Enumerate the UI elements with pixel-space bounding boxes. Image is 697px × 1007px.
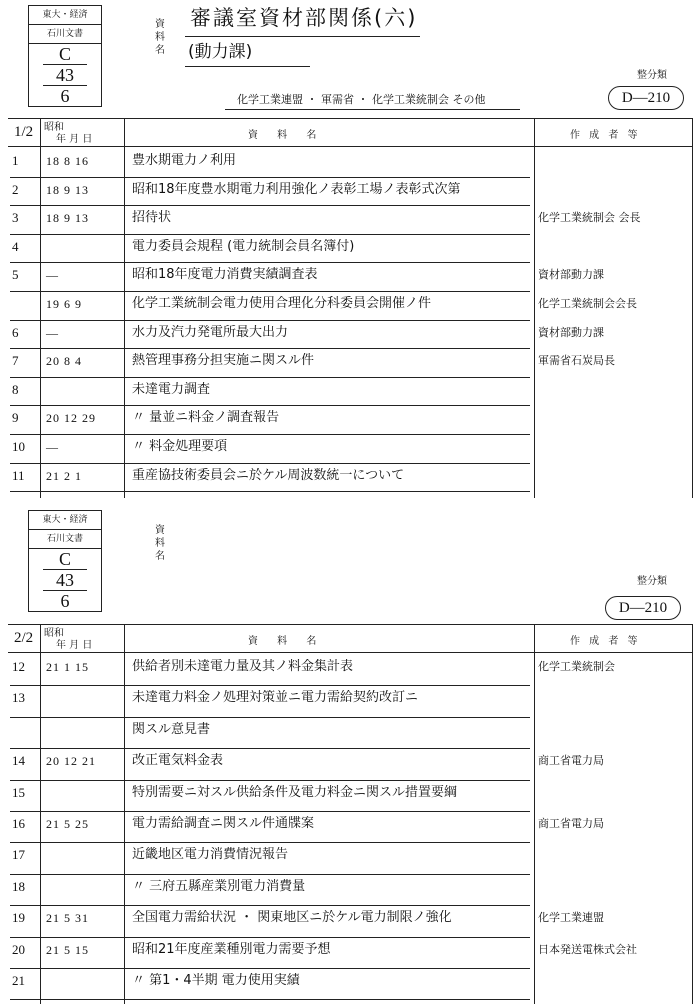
table1-right [692, 118, 693, 498]
material-label-1: 資 [155, 19, 165, 30]
row-date: 18 8 16 [46, 154, 89, 168]
row-number: 4 [12, 238, 19, 254]
row-author: 資材部動力課 [538, 268, 604, 282]
row-number: 14 [12, 753, 25, 769]
row-number: 20 [12, 941, 25, 957]
row-rule [10, 811, 530, 812]
row-rule [10, 434, 530, 435]
row-subject: 化学工業統制会電力使用合理化分科委員会開催ノ件 [132, 296, 432, 311]
collection-label: 整分類 [637, 70, 667, 81]
row-subject: 特別需要ニ対スル供給条件及電力料金ニ関スル措置要綱 [132, 784, 458, 800]
archive-stamp [28, 5, 102, 107]
table1-col-no [40, 118, 41, 498]
row-author: 軍需省石炭局長 [538, 354, 615, 368]
sources-rule [225, 109, 520, 110]
row-rule [10, 177, 530, 178]
row-author: 化学工業統制会 会長 [538, 211, 641, 225]
row-subject: 近畿地区電力消費情況報告 [132, 847, 289, 863]
row-rule [10, 377, 530, 378]
row-subject: 〃 量並ニ料金ノ調査報告 [132, 410, 280, 426]
row-rule [10, 291, 530, 292]
row-rule [10, 405, 530, 406]
sources-line: 化学工業連盟 ・ 軍需省 ・ 化学工業統制会 その他 [237, 93, 486, 106]
collection2-number: D—210 [605, 596, 681, 620]
row-rule [10, 999, 530, 1000]
collection2-label: 整分類 [637, 576, 667, 587]
row-number: 3 [12, 210, 19, 226]
row-subject: 電力需給調査ニ関スル件通牒案 [132, 816, 315, 831]
material2-label-3: 名 [155, 551, 165, 562]
row-number: 12 [12, 659, 25, 674]
row-rule [10, 717, 530, 718]
row-date: 21 5 31 [46, 911, 89, 926]
row-number: 13 [12, 690, 25, 706]
stamp-line-1: 東大・経済 [29, 6, 101, 25]
row-subject: 供給者別未達電力量及其ノ料金集計表 [132, 659, 354, 674]
row-rule [10, 320, 530, 321]
stamp2-call-3: 6 [60, 591, 70, 611]
row-subject: 豊水期電力ノ利用 [132, 153, 237, 168]
row-number: 7 [12, 353, 19, 369]
row-date: 20 8 4 [46, 354, 82, 369]
row-subject: 熱管理事務分担実施ニ関スル件 [132, 353, 315, 369]
row-rule [10, 968, 530, 969]
row-number: 11 [12, 467, 25, 483]
row-rule [10, 905, 530, 906]
row-subject: 重産協技術委員会ニ於ケル周波数統一について [132, 467, 405, 483]
row-author: 資材部動力課 [538, 325, 604, 339]
table2-header-bottom [8, 652, 693, 653]
table1-header-bottom [8, 146, 693, 147]
row-number: 17 [12, 847, 25, 863]
title-rule [185, 36, 420, 37]
material2-label-1: 資 [155, 525, 165, 536]
header-era-1: 昭和 [44, 122, 64, 133]
row-number: 18 [12, 878, 25, 894]
header-author-1: 作 成 者 等 [570, 130, 641, 141]
row-subject: 昭和18年度豊水期電力利用強化ノ表彰工場ノ表彰式次第 [132, 181, 461, 197]
row-subject: 未達電力料金ノ処理対策並ニ電力需給契約改訂ニ [132, 690, 419, 706]
document-title: 審議室資材部関係(六) [190, 6, 418, 30]
table2-col-no [40, 624, 41, 1004]
row-number: 19 [12, 910, 25, 926]
header-date-2: 年 月 日 [56, 640, 93, 651]
stamp-call-2: 43 [43, 65, 87, 86]
row-date: — [46, 440, 59, 454]
material-label-2: 料 [155, 32, 165, 43]
header-era-2: 昭和 [44, 628, 64, 639]
collection-number: D—210 [608, 86, 684, 110]
row-subject: 〃 第1・4半期 電力使用実績 [132, 973, 300, 988]
table1-top [8, 118, 693, 119]
header-date-1: 年 月 日 [56, 134, 93, 145]
archive-stamp-2 [28, 510, 102, 612]
row-rule [10, 234, 530, 235]
row-author: 商工省電力局 [538, 754, 604, 768]
header-subject-1: 資 料 名 [248, 130, 325, 141]
table2-col-author [534, 624, 535, 1004]
material-label-3: 名 [155, 45, 165, 56]
row-subject: 全国電力需給状況 ・ 関東地区ニ於ケル電力制限ノ強化 [132, 910, 452, 926]
row-number: 6 [12, 324, 19, 340]
row-author: 化学工業統制会会長 [538, 297, 637, 310]
row-rule [10, 262, 530, 263]
row-subject: 未達電力調査 [132, 381, 211, 397]
row-subject: 〃 三府五縣産業別電力消費量 [132, 878, 306, 894]
row-rule [10, 874, 530, 875]
row-author: 日本発送電株式会社 [538, 942, 637, 956]
row-author: 化学工業統制会 [538, 660, 615, 673]
row-number: 1 [12, 153, 19, 168]
header-author-2: 作 成 者 等 [570, 636, 641, 647]
page-indicator-2: 2/2 [14, 630, 34, 646]
stamp2-call-2: 43 [43, 570, 87, 591]
row-number: 10 [12, 439, 25, 454]
row-date: 21 1 15 [46, 660, 89, 674]
row-date: 18 9 13 [46, 182, 89, 197]
row-subject: 電力委員会規程 (電力統制会員名簿付) [132, 238, 355, 254]
stamp-call-1: C [43, 44, 87, 65]
row-number: 8 [12, 381, 19, 397]
stamp-line-2: 石川文書 [29, 25, 101, 44]
row-number: 21 [12, 973, 25, 988]
row-date: 20 12 21 [46, 754, 96, 769]
row-subject: 改正電気料金表 [132, 753, 224, 769]
subtitle-rule [185, 66, 310, 67]
stamp2-line-1: 東大・経済 [29, 511, 101, 530]
row-rule [10, 780, 530, 781]
row-date: 18 9 13 [46, 211, 89, 226]
row-number: 15 [12, 784, 25, 800]
row-subject: 水力及汽力発電所最大出力 [132, 324, 289, 340]
table2-col-date [124, 624, 125, 1004]
table1-col-date [124, 118, 125, 498]
row-number: 9 [12, 410, 19, 426]
row-number: 16 [12, 816, 25, 831]
row-rule [10, 685, 530, 686]
row-rule [10, 748, 530, 749]
document-subtitle: (動力課) [188, 42, 253, 62]
stamp2-line-2: 石川文書 [29, 530, 101, 549]
row-number: 5 [12, 267, 19, 283]
row-date: — [46, 325, 59, 340]
row-rule [10, 348, 530, 349]
row-subject: 昭和21年度産業種別電力需要予想 [132, 941, 331, 957]
row-rule [10, 205, 530, 206]
row-number: 2 [12, 181, 19, 197]
table2-right [692, 624, 693, 1004]
row-date: — [46, 268, 59, 283]
row-date: 21 5 25 [46, 817, 89, 831]
row-rule [10, 491, 530, 492]
row-date: 21 5 15 [46, 942, 89, 957]
table1-col-author [534, 118, 535, 498]
row-date: 19 6 9 [46, 297, 82, 311]
row-author: 商工省電力局 [538, 817, 604, 830]
row-subject: 昭和18年度電力消費実績調査表 [132, 267, 318, 283]
stamp2-call-1: C [43, 549, 87, 570]
row-subject: 招待状 [132, 210, 172, 226]
row-rule [10, 842, 530, 843]
header-subject-2: 資 料 名 [248, 636, 325, 647]
row-author: 化学工業連盟 [538, 911, 604, 925]
table2-top [8, 624, 693, 625]
row-date: 20 12 29 [46, 411, 96, 426]
stamp-call-3: 6 [60, 86, 70, 106]
row-subject: 〃 料金処理要項 [132, 439, 228, 454]
row-subject: 関スル意見書 [132, 721, 211, 737]
row-date: 21 2 1 [46, 468, 82, 483]
material2-label-2: 料 [155, 538, 165, 549]
row-rule [10, 937, 530, 938]
page-indicator-1: 1/2 [14, 124, 34, 140]
row-rule [10, 463, 530, 464]
